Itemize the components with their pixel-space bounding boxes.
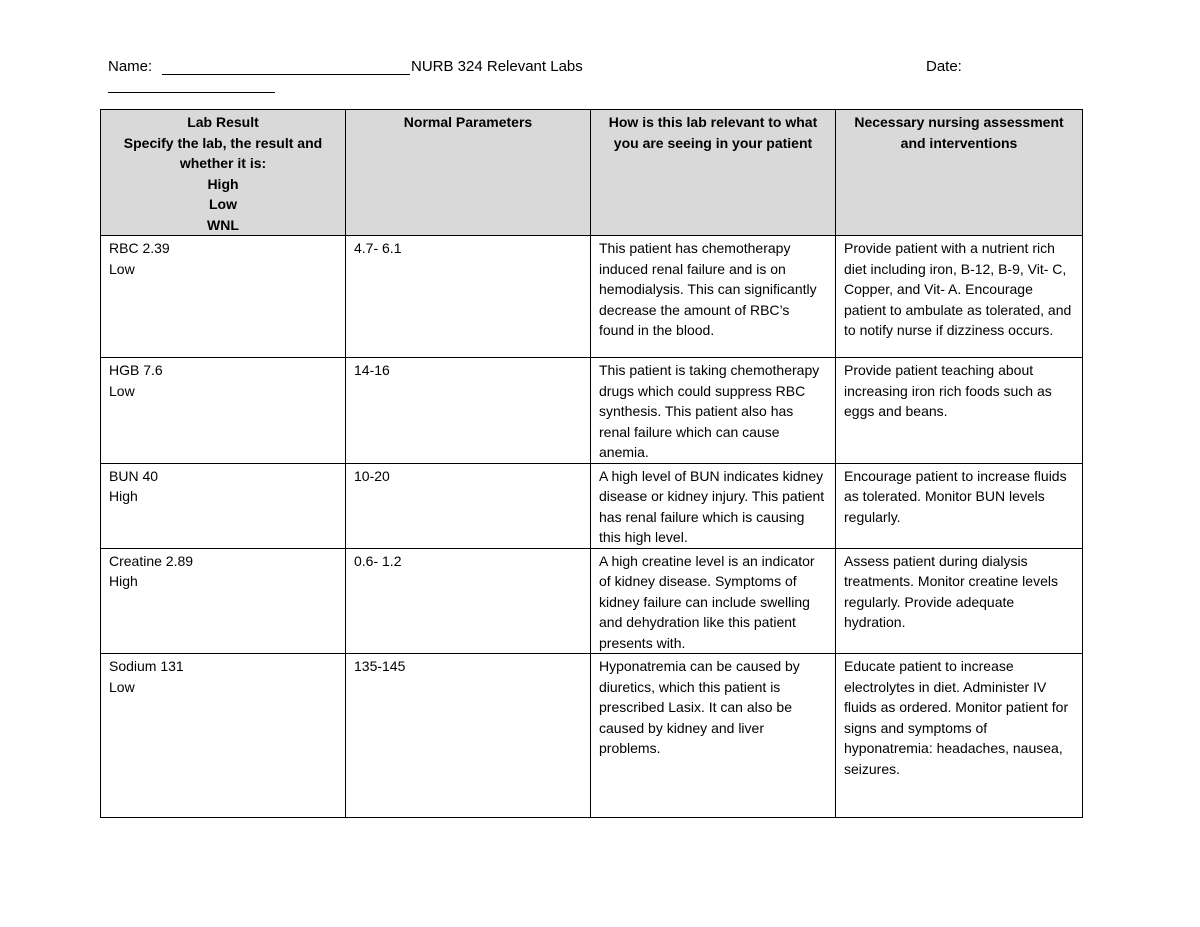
interventions-cell: Encourage patient to increase fluids as tolerated. Monitor BUN levels regularly. bbox=[836, 463, 1083, 548]
table-row bbox=[101, 463, 1083, 548]
lab-status: Low bbox=[109, 382, 135, 399]
header-line: How is this lab relevant to what bbox=[608, 114, 818, 130]
table-row bbox=[101, 358, 1083, 464]
header-line: Low bbox=[209, 196, 237, 212]
normal-range-cell: 14-16 bbox=[346, 358, 591, 464]
lab-result-cell bbox=[101, 358, 346, 464]
course-title: NURB 324 Relevant Labs bbox=[411, 58, 583, 75]
header-line: you are seeing in your patient bbox=[613, 134, 813, 151]
lab-name: Creatine 2.89 bbox=[109, 552, 194, 569]
lab-status: High bbox=[109, 573, 138, 589]
table-row bbox=[101, 236, 1083, 358]
lab-status: Low bbox=[109, 260, 135, 277]
header-line: Normal Parameters bbox=[403, 114, 533, 130]
interventions-cell: Assess patient during dialysis treatments. Monitor creatine levels regularly. Provide adequate hydration. bbox=[836, 548, 1083, 654]
header-interventions bbox=[836, 110, 1083, 236]
lab-name: RBC 2.39 bbox=[109, 240, 170, 256]
header-line: Specify the lab, the result and bbox=[123, 134, 323, 151]
interventions-cell: Provide patient with a nutrient rich diet including iron, B-12, B-9, Vit- C, Copper, and Vit- A. Encourage patient to ambulate as tolerated, and to notify nurse if dizziness occurs. bbox=[836, 236, 1083, 358]
header-lab-result bbox=[101, 110, 346, 236]
interventions-cell: Provide patient teaching about increasing iron rich foods such as eggs and beans. bbox=[836, 358, 1083, 464]
header-line: Lab Result bbox=[187, 114, 259, 130]
date-label: Date: bbox=[926, 58, 962, 75]
relevance-cell: A high creatine level is an indicator of kidney disease. Symptoms of kidney failure can include swelling and dehydration like this patient presents with. bbox=[591, 548, 836, 654]
table-row bbox=[101, 548, 1083, 654]
normal-range-cell: 135-145 bbox=[346, 654, 591, 818]
header-relevance bbox=[591, 110, 836, 236]
lab-result-cell bbox=[101, 654, 346, 818]
header-normal-parameters bbox=[346, 110, 591, 236]
header-line: and interventions bbox=[900, 134, 1018, 151]
lab-name: BUN 40 bbox=[109, 467, 159, 484]
table-row bbox=[101, 654, 1083, 818]
relevance-cell: Hyponatremia can be caused by diuretics, which this patient is prescribed Lasix. It can also be caused by kidney and liver problems. bbox=[591, 654, 836, 818]
relevance-cell: A high level of BUN indicates kidney disease or kidney injury. This patient has renal failure which is causing this high level. bbox=[591, 463, 836, 548]
date-blank-line bbox=[108, 78, 275, 93]
lab-result-cell bbox=[101, 548, 346, 654]
header-line: WNL bbox=[207, 216, 239, 233]
lab-results-table bbox=[100, 109, 1083, 818]
table-header-row bbox=[101, 110, 1083, 236]
relevance-cell: This patient has chemotherapy induced renal failure and is on hemodialysis. This can significantly decrease the amount of RBC’s found in the blood. bbox=[591, 236, 836, 358]
lab-status: Low bbox=[109, 678, 135, 695]
normal-range-cell: 10-20 bbox=[346, 463, 591, 548]
normal-range-cell: 4.7- 6.1 bbox=[346, 236, 591, 358]
name-blank-line bbox=[162, 58, 410, 75]
header-line: whether it is: bbox=[179, 155, 267, 171]
header-line: High bbox=[207, 175, 239, 192]
lab-result-cell bbox=[101, 463, 346, 548]
name-label: Name: bbox=[108, 58, 153, 75]
relevance-cell: This patient is taking chemotherapy drugs which could suppress RBC synthesis. This patient also has renal failure which can cause anemia. bbox=[591, 358, 836, 464]
lab-name: Sodium 131 bbox=[109, 658, 184, 674]
lab-result-cell bbox=[101, 236, 346, 358]
header-line: Necessary nursing assessment bbox=[854, 114, 1064, 130]
interventions-cell: Educate patient to increase electrolytes in diet. Administer IV fluids as ordered. Monitor patient for signs and symptoms of hyponatremia: headaches, nausea, seizures. bbox=[836, 654, 1083, 818]
lab-status: High bbox=[109, 488, 138, 504]
lab-name: HGB 7.6 bbox=[109, 362, 163, 378]
normal-range-cell: 0.6- 1.2 bbox=[346, 548, 591, 654]
